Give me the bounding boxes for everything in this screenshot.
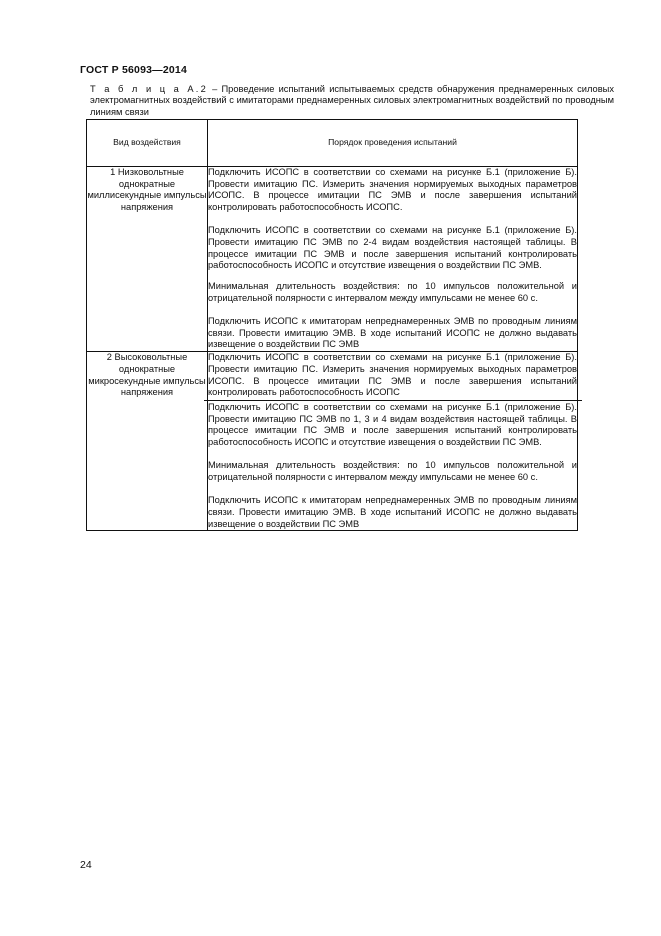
procedure-paragraph: Минимальная длительность воздействия: по 10 импульсов положительной и отрицательной полярности с интервалом между импульсами не менее 60 с. [208,281,577,303]
document-header: ГОСТ Р 56093—2014 [80,64,188,76]
page-number: 24 [80,859,92,871]
table-caption [90,84,614,118]
header-impact-type: Вид воздействия [87,120,208,167]
caption-text: – Проведение испытаний испытываемых средств обнаружения преднамеренных силовых электромагнитных воздействий с имитаторами преднамеренных силовых электромагнитных воздействий по проводным линиям связи [90,84,614,117]
table-header-row [87,120,578,167]
procedure-paragraph: Подключить ИСОПС к имитаторам непреднамеренных ЭМВ по проводным линиям связи. Провести имитацию ЭМВ. В ходе испытаний ИСОПС не должно выдавать извещение о воздействии ПС ЭМВ [208,316,577,350]
procedure-paragraph: Подключить ИСОПС в соответствии со схемами на рисунке Б.1 (приложение Б). Провести имитацию ПС ЭМВ по 2-4 видам воздействия настоящей таблицы. В процессе имитации ПС ЭМВ и после завершения испытаний контролировать работоспособность ИСОПС и отсутствие извещения о воздействии ПС ЭМВ. [208,225,577,271]
impact-type-label: 1 Низковольтные однократные миллисекундные импульсы напряжения [87,167,207,213]
procedure-cell [208,167,578,352]
impact-type-label: 2 Высоковольтные однократные микросекундные импульсы напряжения [88,352,206,398]
header-test-procedure: Порядок проведения испытаний [208,120,578,167]
procedure-cell [208,352,578,531]
procedure-paragraph: Подключить ИСОПС в соответствии со схемами на рисунке Б.1 (приложение Б). Провести имитацию ПС ЭМВ по 1, 3 и 4 видам воздействия настоящей таблицы. В процессе имитации ПС ЭМВ и после завершения испытаний контролировать работоспособность ИСОПС и отсутствие извещения о воздействии ПС ЭМВ. [208,401,577,448]
procedure-paragraph: Подключить ИСОПС в соответствии со схемами на рисунке Б.1 (приложение Б). Провести имитацию ПС. Измерить значения нормируемых выходных параметров ИСОПС. В процессе имитации ПС ЭМВ и после завершения испытаний контролировать работоспособность ИСОПС. [208,167,577,213]
impact-type-cell [87,167,208,352]
procedure-divider [204,400,582,401]
table-row [87,167,578,352]
procedure-paragraph: Минимальная длительность воздействия: по 10 импульсов положительной и отрицательной полярности с интервалом между импульсами не менее 60 с. [208,460,577,482]
caption-lead: Т а б л и ц а А.2 [90,84,208,94]
procedure-paragraph: Подключить ИСОПС к имитаторам непреднамеренных ЭМВ по проводным линиям связи. Провести имитацию ЭМВ. В ходе испытаний ИСОПС не должно выдавать извещение о воздействии ПС ЭМВ [208,495,577,529]
test-procedure-table [86,119,578,531]
impact-type-cell [87,352,208,531]
procedure-paragraph: Подключить ИСОПС в соответствии со схемами на рисунке Б.1 (приложение Б). Провести имитацию ПС. Измерить значения нормируемых выходных параметров ИСОПС. В процессе имитации ПС ЭМВ и после завершения испытаний контролировать работоспособность ИСОПС [208,352,577,398]
table-row [87,352,578,531]
